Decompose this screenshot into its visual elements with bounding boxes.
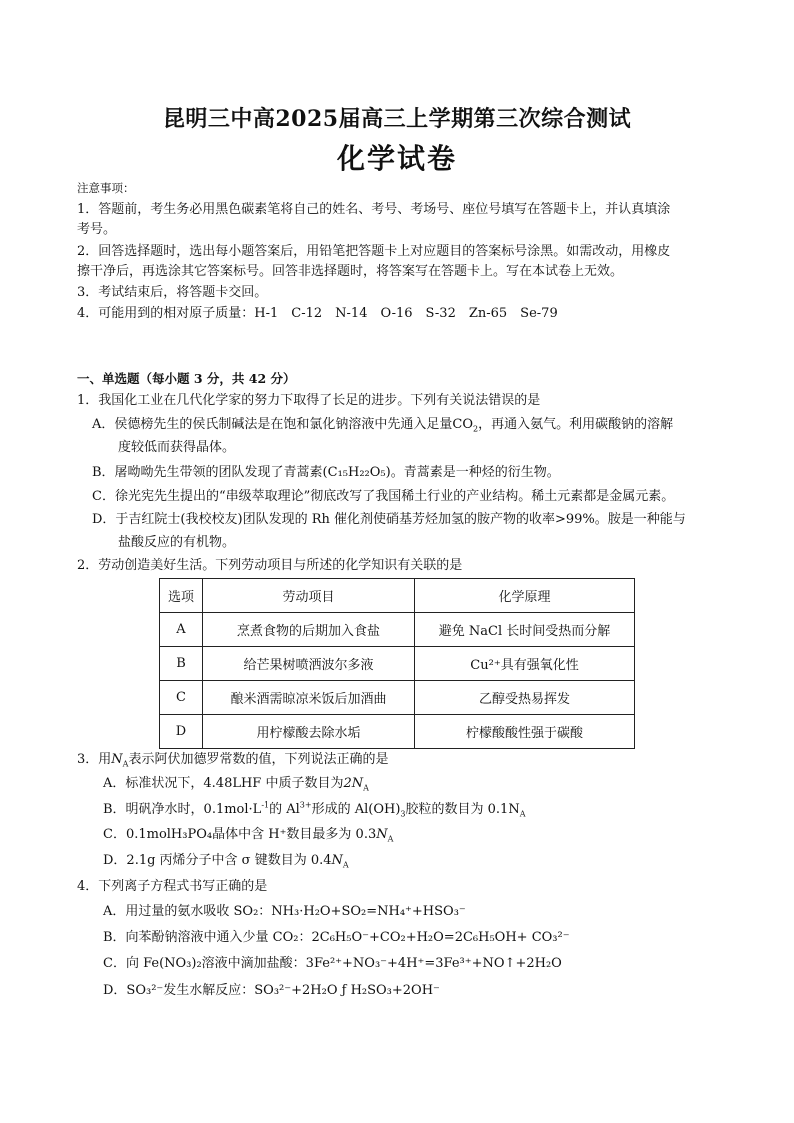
- q3-a-val: 2N: [343, 776, 364, 791]
- q1-a-text: A．侯德榜先生的侯氏制碱法是在饱和氯化钠溶液中先通入足量: [92, 417, 453, 432]
- q3-c-val: N: [376, 827, 388, 842]
- notice-line: 3．考试结束后，将答题卡交回。: [77, 285, 268, 300]
- q3-b-sub4: A: [519, 809, 526, 819]
- notice-line: 擦干净后，再选涂其它答案标号。回答非选择题时，将答案写在答题卡上。写在本试卷上无效。: [77, 264, 624, 279]
- q3-c-sub: A: [387, 834, 394, 844]
- table-cell: 给芒果树喷洒波尔多液: [203, 647, 415, 681]
- table-cell: 用柠檬酸去除水垢: [203, 715, 415, 749]
- q3-option-d: [103, 852, 349, 870]
- notice-heading: 注意事项：: [77, 181, 135, 195]
- table-header-cell: 选项: [160, 579, 203, 613]
- q3-d-text: D．2.1g 丙烯分子中含 σ 键数目为 0.4: [103, 853, 332, 868]
- q1-a-co2-sub: 2: [473, 424, 479, 434]
- q4-stem: 4．下列离子方程式书写正确的是: [77, 879, 268, 894]
- q3-stem-na: N: [111, 752, 123, 767]
- section-heading: 一、单选题（每小题 3 分，共 42 分）: [77, 371, 296, 386]
- table-cell: A: [160, 613, 203, 647]
- q3-stem-post: 表示阿伏加德罗常数的值，下列说法正确的是: [128, 752, 389, 767]
- q1-a-co2: CO: [452, 417, 473, 432]
- table-header-row: [160, 579, 635, 613]
- q4-option-c: C．向 Fe(NO₃)₂溶液中滴加盐酸：3Fe²⁺+NO₃⁻+4H⁺=3Fe³⁺+NO↑+2H₂O: [103, 956, 562, 971]
- table-cell: 烹煮食物的后期加入食盐: [203, 613, 415, 647]
- exam-title: 昆明三中高2025届高三上学期第三次综合测试: [162, 106, 632, 132]
- q3-b-text: B．明矾净水时，0.1mol·L: [103, 802, 262, 817]
- q3-d-val: N: [331, 853, 343, 868]
- table-header-cell: 劳动项目: [203, 579, 415, 613]
- q3-b-text2: 的 Al: [269, 802, 300, 817]
- notice-line: 2．回答选择题时，选出每小题答案后，用铅笔把答题卡上对应题目的答案标号涂黑。如需改动，用橡皮: [77, 244, 671, 259]
- table-cell: 乙醇受热易挥发: [415, 681, 635, 715]
- q2-table: [159, 578, 635, 749]
- q4-option-d: D．SO₃²⁻发生水解反应：SO₃²⁻+2H₂O ƒ H₂SO₃+2OH⁻: [103, 983, 440, 998]
- q3-b-sup1: -1: [261, 800, 270, 810]
- table-cell: B: [160, 647, 203, 681]
- q3-option-b: [103, 801, 525, 819]
- q3-b-sub3: 3: [400, 809, 406, 819]
- table-cell: Cu²⁺具有强氧化性: [415, 647, 635, 681]
- table-row: [160, 681, 635, 715]
- notice-line: 1．答题前，考生务必用黑色碳素笔将自己的姓名、考号、考场号、座位号填写在答题卡上，并认真填涂: [77, 202, 671, 217]
- q2-stem: 2．劳动创造美好生活。下列劳动项目与所述的化学知识有关联的是: [77, 558, 463, 573]
- q3-option-c: [103, 826, 393, 844]
- q3-a-text: A．标准状况下，4.48LHF 中质子数目为: [103, 776, 344, 791]
- table-cell: 酿米酒需晾凉米饭后加酒曲: [203, 681, 415, 715]
- table-cell: 避免 NaCl 长时间受热而分解: [415, 613, 635, 647]
- table-row: [160, 715, 635, 749]
- notice-line: 4．可能用到的相对原子质量：H-1 C-12 N-14 O-16 S-32 Zn-65 Se-79: [77, 306, 558, 321]
- table-cell: C: [160, 681, 203, 715]
- table-cell: D: [160, 715, 203, 749]
- q1-b-text: B．屠呦呦先生带领的团队发现了青蒿素(: [92, 465, 328, 480]
- q3-b-sup2: 3+: [299, 800, 312, 810]
- q1-option-a: [92, 416, 673, 434]
- q3-d-sub: A: [342, 860, 349, 870]
- q1-option-a-cont: 度较低而获得晶体。: [118, 440, 236, 455]
- q1-option-d-cont: 盐酸反应的有机物。: [118, 535, 236, 550]
- table-row: [160, 613, 635, 647]
- q3-stem-na-sub: A: [122, 759, 129, 769]
- q1-stem: 1．我国化工业在几代化学家的努力下取得了长足的进步。下列有关说法错误的是: [77, 393, 541, 408]
- q1-b-formula: C₁₅H₂₂O₅: [327, 465, 386, 480]
- q1-b-text2: )。青蒿素是一种烃的衍生物。: [385, 465, 560, 480]
- q1-option-c: C．徐光宪先生提出的“串级萃取理论”彻底改写了我国稀土行业的产业结构。稀土元素都是金属元素。: [92, 489, 675, 504]
- table-header-cell: 化学原理: [415, 579, 635, 613]
- q3-b-text3: 形成的 Al(OH): [311, 802, 401, 817]
- notice-line: 考号。: [77, 222, 117, 237]
- q4-option-b: B．向苯酚钠溶液中通入少量 CO₂：2C₆H₅O⁻+CO₂+H₂O=2C₆H₅OH+ CO₃²⁻: [103, 930, 570, 945]
- q3-option-a: [103, 775, 369, 793]
- exam-subject: 化学试卷: [336, 142, 457, 175]
- q4-option-a: A．用过量的氨水吸收 SO₂：NH₃·H₂O+SO₂=NH₄⁺+HSO₃⁻: [103, 904, 466, 919]
- table-cell: 柠檬酸酸性强于碳酸: [415, 715, 635, 749]
- q1-a-text2: ，再通入氨气。利用碳酸钠的溶解: [478, 417, 674, 432]
- q3-a-sub: A: [363, 783, 369, 793]
- table-row: [160, 647, 635, 681]
- q3-c-text: C．0.1molH₃PO₄晶体中含 H⁺数目最多为 0.3: [103, 827, 377, 842]
- q1-option-d: D．于吉红院士(我校校友)团队发现的 Rh 催化剂使硝基芳烃加氢的胺产物的收率>99%。胺是一种能与: [92, 512, 686, 527]
- q3-b-text4: 胶粒的数目为 0.1N: [405, 802, 520, 817]
- q1-option-b: [92, 464, 560, 482]
- q3-stem-pre: 3．用: [77, 752, 112, 767]
- q3-stem: [77, 751, 388, 769]
